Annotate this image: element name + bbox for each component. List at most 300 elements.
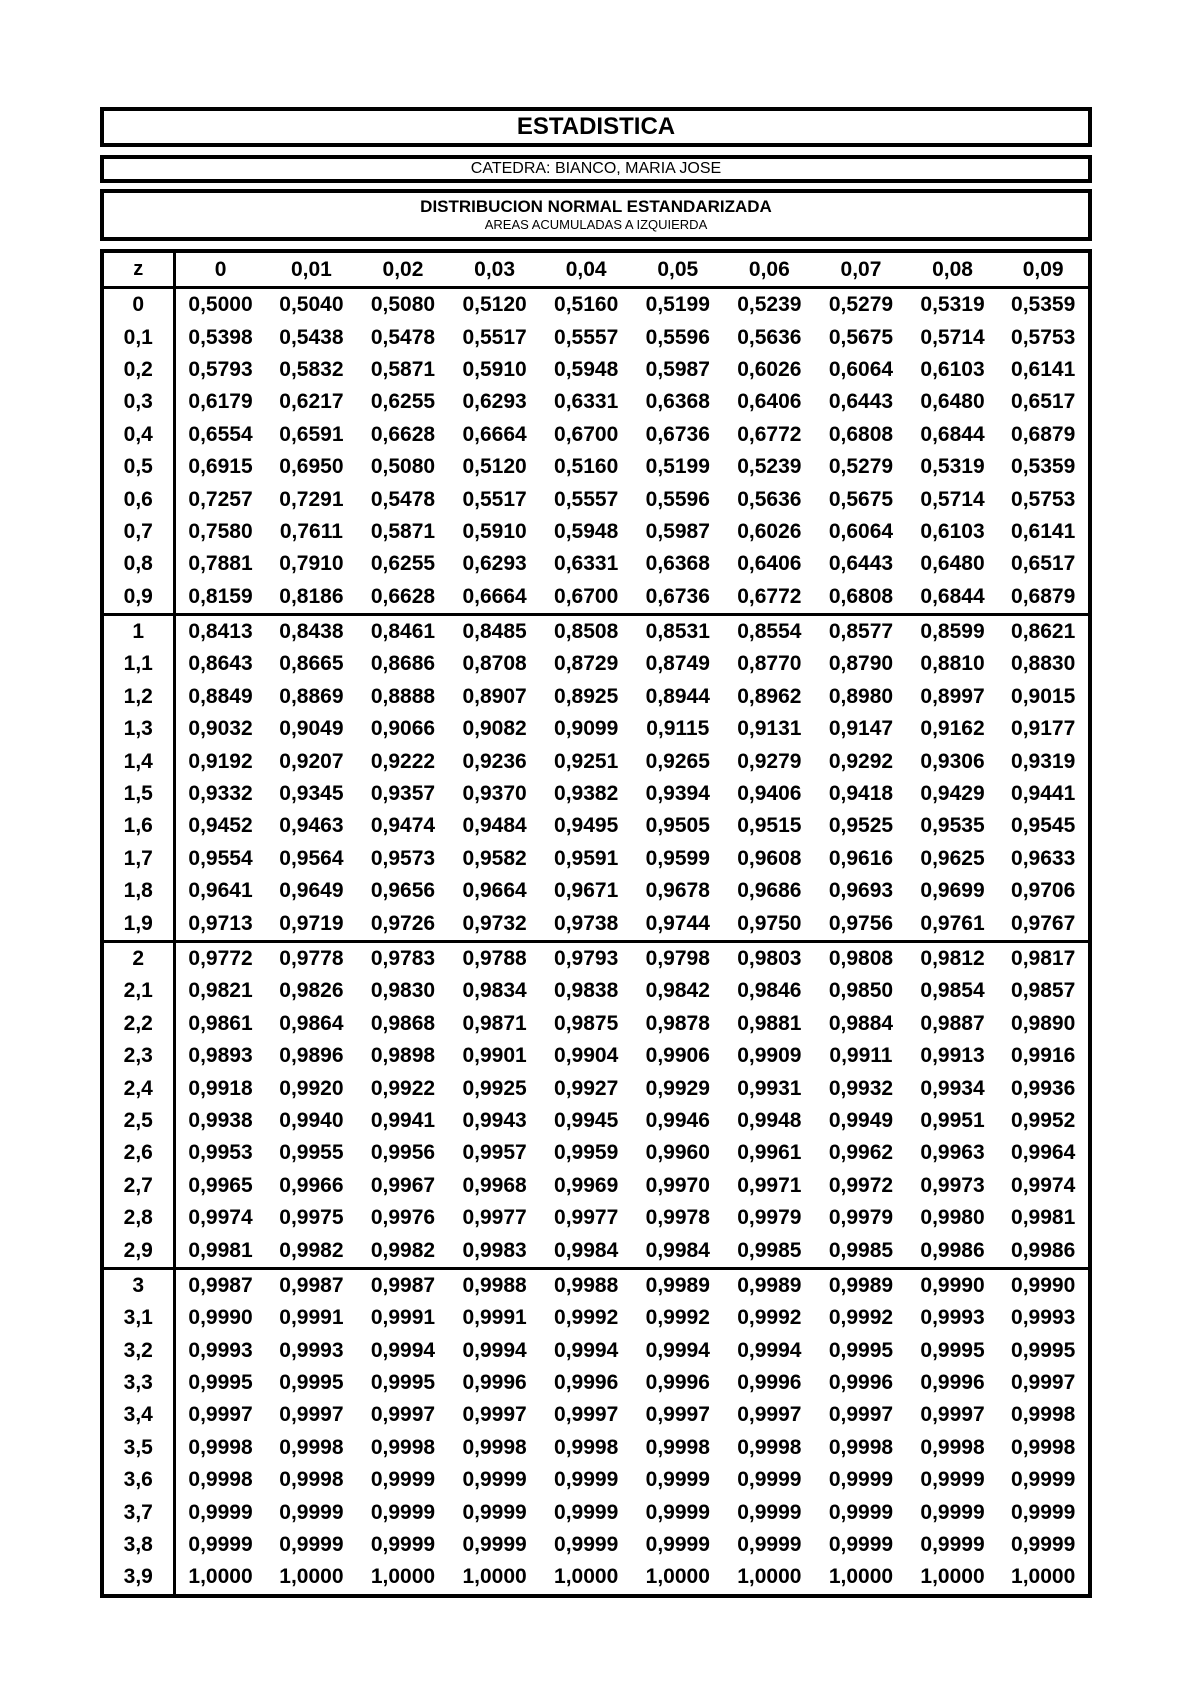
table-cell: 0,9049 — [279, 717, 344, 741]
row-z-value: 0 — [102, 288, 174, 322]
table-cell: 0,9838 — [554, 979, 619, 1003]
row-z-value: 1,7 — [102, 843, 174, 875]
table-cell: 0,9982 — [279, 1238, 344, 1262]
table-cell: 0,5517 — [462, 325, 527, 349]
table-cell: 0,9963 — [920, 1141, 985, 1165]
table-cell: 0,9265 — [645, 749, 710, 773]
table-cell: 0,9997 — [828, 1403, 894, 1427]
table-cell: 0,9878 — [645, 1011, 710, 1035]
table-cell: 0,9996 — [554, 1371, 619, 1395]
row-z-value: 2,2 — [102, 1008, 174, 1040]
row-z-value: 0,4 — [102, 419, 174, 451]
table-cell: 0,9990 — [907, 1268, 999, 1302]
table-cell: 0,9977 — [462, 1206, 527, 1230]
table-row — [102, 843, 1090, 875]
table-cell: 0,6736 — [645, 584, 710, 608]
table-row — [102, 1335, 1090, 1367]
table-cell: 0,9993 — [920, 1306, 985, 1330]
table-cell: 0,9906 — [645, 1044, 710, 1068]
table-cell: 0,9484 — [462, 814, 527, 838]
table-cell: 0,9846 — [737, 979, 802, 1003]
table-cell: 0,9115 — [646, 717, 710, 741]
table-cell: 0,6591 — [279, 422, 344, 446]
table-cell: 0,9495 — [554, 814, 619, 838]
table-cell: 0,9192 — [188, 749, 253, 773]
table-cell: 0,9887 — [920, 1011, 985, 1035]
table-cell: 0,9015 — [1011, 684, 1076, 708]
table-cell: 0,9988 — [540, 1268, 632, 1302]
table-cell: 0,9686 — [737, 879, 802, 903]
table-cell: 0,5675 — [828, 325, 894, 349]
row-z-value: 0,7 — [102, 516, 174, 548]
table-cell: 0,8643 — [188, 652, 253, 676]
table-cell: 0,9995 — [920, 1338, 985, 1362]
table-cell: 0,9964 — [1011, 1141, 1076, 1165]
table-cell: 0,6664 — [462, 422, 527, 446]
table-cell: 0,5359 — [1011, 293, 1076, 317]
table-cell: 0,9925 — [462, 1076, 527, 1100]
table-cell: 0,9943 — [462, 1108, 527, 1132]
table-row — [102, 1302, 1090, 1334]
table-cell: 0,9968 — [462, 1173, 527, 1197]
table-cell: 0,9999 — [554, 1500, 619, 1524]
table-cell: 0,9821 — [188, 979, 253, 1003]
table-cell: 0,9992 — [828, 1306, 894, 1330]
table-cell: 0,9977 — [554, 1206, 619, 1230]
table-cell: 0,9738 — [554, 911, 619, 935]
table-cell: 0,9131 — [737, 717, 802, 741]
table-cell: 0,8531 — [632, 614, 724, 648]
table-cell: 0,5871 — [370, 519, 436, 543]
table-cell: 0,8186 — [279, 584, 344, 608]
table-cell: 0,9817 — [998, 941, 1090, 975]
table-cell: 0,9990 — [998, 1268, 1090, 1302]
table-cell: 0,9884 — [828, 1011, 894, 1035]
table-cell: 0,9985 — [828, 1238, 894, 1262]
table-cell: 0,9994 — [554, 1338, 619, 1362]
table-cell: 0,6480 — [920, 552, 985, 576]
table-cell: 0,9032 — [188, 717, 253, 741]
table-cell: 0,6368 — [645, 390, 710, 414]
table-cell: 0,6255 — [370, 552, 436, 576]
table-cell: 0,8159 — [188, 584, 253, 608]
table-cell: 0,9984 — [554, 1238, 619, 1262]
z-table-body — [102, 288, 1090, 1596]
table-cell: 0,9868 — [370, 1011, 436, 1035]
column-header: 0 — [174, 251, 266, 288]
table-cell: 0,6443 — [828, 390, 894, 414]
table-cell: 0,5398 — [188, 325, 253, 349]
table-cell: 0,6808 — [828, 422, 894, 446]
table-cell: 0,9997 — [737, 1403, 802, 1427]
table-cell: 0,9999 — [554, 1533, 619, 1557]
table-cell: 0,9896 — [279, 1044, 344, 1068]
table-row — [102, 1561, 1090, 1595]
table-cell: 0,9934 — [920, 1076, 985, 1100]
table-cell: 0,9726 — [370, 911, 436, 935]
table-cell: 0,9999 — [554, 1468, 619, 1492]
table-cell: 0,5279 — [828, 455, 894, 479]
table-cell: 0,9999 — [279, 1500, 344, 1524]
table-cell: 0,9834 — [462, 979, 527, 1003]
table-row — [102, 1105, 1090, 1137]
table-cell: 0,7291 — [279, 487, 344, 511]
table-row — [102, 1008, 1090, 1040]
table-cell: 0,9750 — [737, 911, 802, 935]
table-cell: 0,6772 — [737, 422, 802, 446]
table-cell: 0,9854 — [920, 979, 985, 1003]
table-cell: 0,6844 — [920, 584, 985, 608]
table-cell: 0,9649 — [279, 879, 344, 903]
table-cell: 0,9957 — [462, 1141, 527, 1165]
table-row — [102, 451, 1090, 483]
table-cell: 0,9999 — [1011, 1500, 1076, 1524]
table-cell: 0,9982 — [370, 1238, 436, 1262]
table-cell: 0,9998 — [645, 1435, 710, 1459]
table-cell: 0,6628 — [370, 584, 436, 608]
table-cell: 0,8980 — [828, 684, 894, 708]
table-cell: 0,9616 — [828, 846, 894, 870]
table-cell: 0,9251 — [554, 749, 619, 773]
table-cell: 0,9997 — [554, 1403, 619, 1427]
row-z-value: 2,3 — [102, 1040, 174, 1072]
column-header: 0,08 — [907, 251, 999, 288]
table-cell: 0,9997 — [462, 1403, 527, 1427]
table-cell: 0,9991 — [279, 1306, 344, 1330]
table-cell: 0,5557 — [554, 325, 619, 349]
table-row — [102, 354, 1090, 386]
table-row — [102, 1367, 1090, 1399]
row-z-value: 2,1 — [102, 975, 174, 1007]
table-cell: 0,9997 — [279, 1403, 344, 1427]
table-cell: 0,9998 — [828, 1435, 894, 1459]
table-cell: 0,9999 — [279, 1533, 344, 1557]
table-row — [102, 875, 1090, 907]
table-cell: 0,9999 — [1011, 1468, 1076, 1492]
table-row — [102, 288, 1090, 322]
table-cell: 0,9988 — [449, 1268, 541, 1302]
table-cell: 0,9608 — [737, 846, 802, 870]
table-cell: 0,5675 — [828, 487, 894, 511]
table-cell: 0,5239 — [737, 455, 802, 479]
distribution-title: DISTRIBUCION NORMAL ESTANDARIZADA — [420, 197, 772, 216]
table-cell: 0,5319 — [920, 293, 985, 317]
table-cell: 0,6293 — [462, 552, 527, 576]
table-cell: 0,9591 — [554, 846, 619, 870]
table-cell: 0,9394 — [645, 782, 710, 806]
table-cell: 0,9991 — [370, 1306, 436, 1330]
table-cell: 0,9981 — [1011, 1206, 1076, 1230]
table-cell: 0,9999 — [462, 1533, 527, 1557]
table-cell: 0,9783 — [357, 941, 449, 975]
table-cell: 0,9693 — [828, 879, 894, 903]
table-cell: 0,9929 — [645, 1076, 710, 1100]
table-cell: 0,9633 — [1011, 846, 1076, 870]
table-cell: 0,6480 — [920, 390, 985, 414]
table-cell: 0,9998 — [279, 1435, 344, 1459]
table-cell: 0,8554 — [724, 614, 816, 648]
row-z-value: 3,6 — [102, 1464, 174, 1496]
table-cell: 0,9999 — [645, 1468, 710, 1492]
column-header: 0,03 — [449, 251, 541, 288]
table-cell: 0,9418 — [828, 782, 894, 806]
table-cell: 0,9953 — [188, 1141, 253, 1165]
row-z-value: 1,1 — [102, 648, 174, 680]
table-cell: 0,9997 — [920, 1403, 985, 1427]
distribution-header — [100, 189, 1092, 241]
table-row — [102, 1268, 1090, 1302]
table-cell: 0,9803 — [724, 941, 816, 975]
table-cell: 0,8599 — [907, 614, 999, 648]
table-cell: 0,6026 — [737, 519, 802, 543]
table-cell: 0,9535 — [920, 814, 985, 838]
table-cell: 0,6517 — [1011, 552, 1076, 576]
table-cell: 0,9999 — [462, 1500, 527, 1524]
table-cell: 0,9999 — [370, 1468, 436, 1492]
table-cell: 0,6026 — [737, 357, 802, 381]
column-header: 0,07 — [815, 251, 907, 288]
table-cell: 0,9564 — [279, 846, 344, 870]
column-header: 0,05 — [632, 251, 724, 288]
table-cell: 1,0000 — [645, 1565, 710, 1589]
table-cell: 0,9996 — [737, 1371, 802, 1395]
table-cell: 0,5636 — [737, 325, 802, 349]
table-row — [102, 1202, 1090, 1234]
table-row — [102, 483, 1090, 515]
row-z-value: 2,5 — [102, 1105, 174, 1137]
table-cell: 0,9974 — [1011, 1173, 1076, 1197]
table-cell: 0,5557 — [554, 487, 619, 511]
table-cell: 0,6141 — [1011, 357, 1076, 381]
table-cell: 0,9995 — [188, 1371, 253, 1395]
table-cell: 0,9987 — [357, 1268, 449, 1302]
table-cell: 0,9996 — [920, 1371, 985, 1395]
table-cell: 0,9788 — [449, 941, 541, 975]
table-cell: 0,9999 — [828, 1468, 894, 1492]
table-cell: 0,9599 — [645, 846, 710, 870]
table-cell: 0,6103 — [920, 519, 985, 543]
table-cell: 0,9916 — [1011, 1044, 1076, 1068]
table-cell: 0,6103 — [920, 357, 985, 381]
table-cell: 0,9999 — [462, 1468, 527, 1492]
table-cell: 0,8962 — [737, 684, 802, 708]
table-cell: 0,9994 — [370, 1338, 436, 1362]
table-cell: 0,9979 — [737, 1206, 802, 1230]
row-z-value: 2,4 — [102, 1072, 174, 1104]
row-z-value: 0,3 — [102, 386, 174, 418]
row-z-value: 3,8 — [102, 1529, 174, 1561]
table-row — [102, 581, 1090, 615]
table-cell: 0,6879 — [1011, 422, 1076, 446]
table-cell: 0,9969 — [554, 1173, 619, 1197]
table-cell: 0,7910 — [279, 552, 344, 576]
table-row — [102, 810, 1090, 842]
table-cell: 0,9332 — [188, 782, 253, 806]
table-cell: 0,9956 — [370, 1141, 436, 1165]
table-cell: 0,9999 — [645, 1500, 710, 1524]
table-cell: 1,0000 — [920, 1565, 985, 1589]
table-cell: 0,8686 — [370, 652, 436, 676]
table-cell: 0,9857 — [1011, 979, 1076, 1003]
table-cell: 0,6406 — [737, 390, 802, 414]
table-cell: 0,5438 — [279, 325, 344, 349]
table-cell: 0,8665 — [279, 652, 344, 676]
table-cell: 0,7611 — [279, 519, 343, 543]
table-cell: 0,9999 — [920, 1533, 985, 1557]
table-cell: 0,9997 — [1011, 1371, 1076, 1395]
table-cell: 0,9998 — [1011, 1435, 1076, 1459]
table-cell: 0,9671 — [554, 879, 619, 903]
row-z-value: 0,6 — [102, 483, 174, 515]
table-cell: 0,9719 — [279, 911, 344, 935]
table-cell: 0,9357 — [370, 782, 436, 806]
table-cell: 0,9996 — [645, 1371, 710, 1395]
table-cell: 0,9993 — [279, 1338, 344, 1362]
table-cell: 0,9808 — [815, 941, 907, 975]
table-cell: 0,8888 — [370, 684, 436, 708]
table-cell: 0,6808 — [828, 584, 894, 608]
table-cell: 0,9999 — [1011, 1533, 1076, 1557]
table-cell: 0,9998 — [920, 1435, 985, 1459]
table-cell: 0,9850 — [828, 979, 894, 1003]
table-cell: 0,9913 — [920, 1044, 985, 1068]
table-cell: 1,0000 — [1011, 1565, 1076, 1589]
table-cell: 0,9952 — [1011, 1108, 1076, 1132]
table-cell: 0,5871 — [370, 357, 436, 381]
table-cell: 0,7580 — [188, 519, 253, 543]
row-z-value: 1,5 — [102, 778, 174, 810]
table-cell: 0,9955 — [279, 1141, 344, 1165]
table-cell: 0,9965 — [188, 1173, 253, 1197]
table-cell: 0,9992 — [737, 1306, 802, 1330]
table-cell: 0,5080 — [370, 455, 436, 479]
table-cell: 0,5478 — [370, 325, 436, 349]
table-cell: 0,8729 — [554, 652, 619, 676]
table-cell: 0,5239 — [737, 293, 802, 317]
table-cell: 0,9999 — [828, 1500, 894, 1524]
table-cell: 0,9945 — [554, 1108, 619, 1132]
table-cell: 0,9441 — [1011, 782, 1076, 806]
table-cell: 0,5000 — [188, 293, 253, 317]
table-cell: 0,9999 — [737, 1468, 802, 1492]
table-cell: 0,9920 — [279, 1076, 344, 1100]
table-cell: 0,9971 — [737, 1173, 802, 1197]
table-cell: 0,6443 — [828, 552, 894, 576]
table-cell: 0,9985 — [737, 1238, 802, 1262]
row-z-value: 0,9 — [102, 581, 174, 615]
table-cell: 0,5987 — [645, 357, 710, 381]
table-cell: 0,9961 — [737, 1141, 802, 1165]
table-cell: 0,8869 — [279, 684, 344, 708]
table-row — [102, 975, 1090, 1007]
table-cell: 0,9901 — [462, 1044, 527, 1068]
table-cell: 0,9429 — [920, 782, 985, 806]
table-cell: 0,7257 — [188, 487, 253, 511]
table-cell: 0,5596 — [645, 487, 710, 511]
table-cell: 0,9756 — [828, 911, 894, 935]
table-cell: 0,9951 — [920, 1108, 985, 1132]
table-cell: 0,5478 — [370, 487, 436, 511]
column-header: 0,09 — [998, 251, 1090, 288]
table-cell: 0,9099 — [554, 717, 619, 741]
table-cell: 0,9177 — [1011, 717, 1076, 741]
table-cell: 0,9990 — [188, 1306, 253, 1330]
table-cell: 0,9984 — [645, 1238, 710, 1262]
row-z-value: 2,9 — [102, 1234, 174, 1268]
table-row — [102, 941, 1090, 975]
table-cell: 1,0000 — [554, 1565, 619, 1589]
table-cell: 0,9452 — [188, 814, 253, 838]
table-cell: 0,9995 — [279, 1371, 344, 1395]
table-cell: 0,6293 — [462, 390, 527, 414]
table-cell: 0,9625 — [920, 846, 985, 870]
table-cell: 0,9992 — [554, 1306, 619, 1330]
table-cell: 0,9871 — [462, 1011, 527, 1035]
table-cell: 0,8907 — [462, 684, 527, 708]
table-cell: 0,9993 — [1011, 1306, 1076, 1330]
row-z-value: 1,8 — [102, 875, 174, 907]
table-cell: 0,8621 — [998, 614, 1090, 648]
table-cell: 0,8925 — [554, 684, 619, 708]
table-cell: 0,6844 — [920, 422, 985, 446]
table-row — [102, 321, 1090, 353]
table-cell: 0,6700 — [554, 422, 619, 446]
table-cell: 0,9066 — [370, 717, 436, 741]
table-cell: 0,9983 — [462, 1238, 527, 1262]
table-cell: 0,9319 — [1011, 749, 1076, 773]
table-cell: 0,9761 — [920, 911, 985, 935]
table-cell: 0,9989 — [632, 1268, 724, 1302]
table-cell: 0,9656 — [370, 879, 436, 903]
table-cell: 0,9996 — [828, 1371, 894, 1395]
table-cell: 0,9931 — [737, 1076, 802, 1100]
table-cell: 0,5714 — [920, 325, 985, 349]
table-cell: 0,9998 — [370, 1435, 436, 1459]
table-row — [102, 1529, 1090, 1561]
row-z-value: 3 — [102, 1268, 174, 1302]
table-cell: 0,9474 — [370, 814, 436, 838]
table-cell: 0,9842 — [645, 979, 710, 1003]
table-cell: 0,9082 — [462, 717, 527, 741]
table-cell: 0,9890 — [1011, 1011, 1076, 1035]
table-cell: 0,9989 — [815, 1268, 907, 1302]
table-cell: 0,9948 — [737, 1108, 802, 1132]
table-cell: 0,9999 — [188, 1533, 253, 1557]
table-row — [102, 419, 1090, 451]
row-z-value: 2 — [102, 941, 174, 975]
row-z-value: 2,7 — [102, 1170, 174, 1202]
table-cell: 0,9976 — [370, 1206, 436, 1230]
table-cell: 0,9918 — [188, 1076, 253, 1100]
table-cell: 0,8485 — [449, 614, 541, 648]
table-cell: 0,8849 — [188, 684, 253, 708]
table-row — [102, 778, 1090, 810]
table-cell: 0,6331 — [554, 390, 619, 414]
table-cell: 0,9936 — [1011, 1076, 1076, 1100]
table-cell: 0,9793 — [540, 941, 632, 975]
table-cell: 0,9967 — [370, 1173, 436, 1197]
table-row — [102, 745, 1090, 777]
table-cell: 1,0000 — [737, 1565, 802, 1589]
table-cell: 0,9345 — [279, 782, 344, 806]
row-z-value: 3,9 — [102, 1561, 174, 1595]
table-cell: 0,8508 — [540, 614, 632, 648]
table-row — [102, 713, 1090, 745]
table-cell: 0,9279 — [737, 749, 802, 773]
table-cell: 0,8413 — [174, 614, 266, 648]
table-cell: 0,5910 — [462, 357, 527, 381]
table-cell: 0,9147 — [828, 717, 894, 741]
